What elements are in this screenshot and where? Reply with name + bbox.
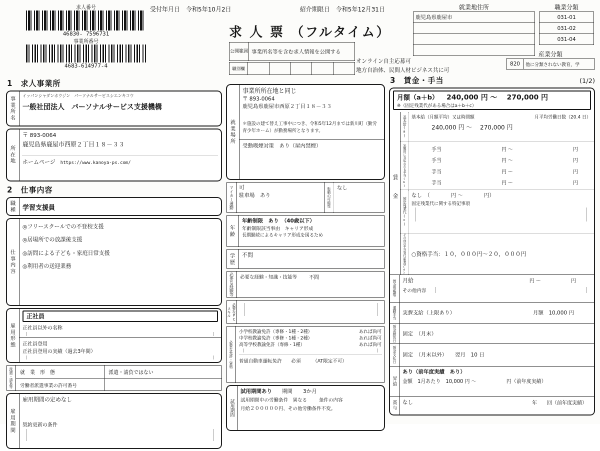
stamp-cell xyxy=(248,63,269,75)
office-postal: 〒 893-0064 xyxy=(22,132,57,139)
industry-name: 他に分類されない教育，学 xyxy=(525,62,580,68)
pc-skill-field xyxy=(244,303,378,316)
non-regular-field xyxy=(27,332,215,336)
job-description-box xyxy=(6,218,222,306)
publish-scope-label: 公開範囲 xyxy=(230,43,250,61)
office-address: 鹿児島県鹿屋市西原２丁目１８－３３ xyxy=(22,141,125,148)
workplace-vlabel: 就業場所 xyxy=(227,85,240,179)
commute-row xyxy=(390,302,594,324)
section3-heading: 3 賃金・手当 xyxy=(390,76,444,85)
age-reason: 年齢制限該当事由 キャリア形成 xyxy=(242,226,314,232)
stamp-cell xyxy=(291,63,312,75)
job-number: 46830- 7596731 xyxy=(62,30,110,37)
wage-vlabel: 賃金 xyxy=(390,112,401,274)
workplace-same: 事業所所在地と同じ xyxy=(242,87,297,95)
transfer-value: なし xyxy=(337,185,348,191)
work-address-label: 就業地住所 xyxy=(458,4,489,11)
received-value: 令和5年10月2日 xyxy=(186,6,232,13)
industry-code: 820 xyxy=(507,59,525,69)
section1-heading: 1 求人事業所 xyxy=(7,79,61,88)
bonus-vlabel: 賞与 xyxy=(390,397,400,415)
commute-value: 実費支給（上限あり） xyxy=(402,310,455,317)
other-allowance-vlabel: その他の手当等付記事項(d) xyxy=(401,234,409,275)
industry-class xyxy=(506,50,595,70)
homepage-label: ホームページ xyxy=(22,159,56,166)
work-address-empty xyxy=(413,23,535,34)
job-class-code: 031-02 xyxy=(539,23,594,34)
stamp-row xyxy=(229,62,355,75)
occupation-vlabel: 職種 xyxy=(7,198,20,215)
job-class-label: 職業分類 xyxy=(554,4,579,11)
other-allowance-value: ○資格手当：１０，０００円～２０，０００円 xyxy=(411,250,527,258)
office-number: 4683-614977-4 xyxy=(64,62,108,69)
office-name-box xyxy=(6,91,222,127)
stamp-cell xyxy=(269,63,290,75)
job-number-barcode xyxy=(26,11,146,31)
closing-day-value: 固定 （月末） xyxy=(402,330,437,337)
office-name: 一般社団法人 パーソナルサービス支援機構 xyxy=(22,103,162,111)
transfer-vlabel: 転勤の可能性 xyxy=(325,183,335,213)
allowance-row: 手当 円 ～ 円 xyxy=(431,180,578,187)
deadline-label: 紹介期限日 xyxy=(299,6,330,13)
payday-value: 固定 （月末以外） 翌月 10 日 xyxy=(402,352,485,359)
raise-row xyxy=(390,366,594,397)
wage-box xyxy=(389,88,595,416)
employment-period-box xyxy=(6,393,222,449)
dispatch-permit-label: 労働者派遣事業の許可番号 xyxy=(16,379,105,392)
payday-vlabel: 賃金支払日 xyxy=(390,344,400,366)
workplace-note: ＊施設の建て替え工事中につき、令和5年12月までは新川町（勤労青少年ホーム）が勤務場所となります。 xyxy=(242,121,377,134)
license-field xyxy=(243,349,378,353)
office-name-vlabel: 事業所名 xyxy=(7,92,20,126)
right-column xyxy=(389,75,595,418)
left-column xyxy=(6,78,222,451)
agency-note: 地方自治体、民間人材ビジネス共に可 xyxy=(356,67,450,74)
section2-heading: 2 仕事内容 xyxy=(7,185,53,195)
employment-period-vlabel: 雇用期間 xyxy=(7,394,20,448)
trial-period-vlabel: 試用期間 xyxy=(227,386,238,430)
experience-vlabel: 必要な経験等 xyxy=(227,272,238,298)
license-row: 小学校教諭免許（専修・1種・2種） あれば尚可 xyxy=(239,329,382,335)
publish-scope-box xyxy=(229,42,355,61)
wage-form-row xyxy=(390,275,594,302)
work-address-value: 鹿児島県鹿屋市 xyxy=(413,12,535,23)
office-address-box xyxy=(6,129,222,182)
closing-day-vlabel: 賃金締切日 xyxy=(390,324,400,344)
trial-length: 期間 3か月 xyxy=(282,388,317,395)
bonus-note: 年 回（前年度実績） xyxy=(532,400,587,406)
trial-has: 試用期間あり xyxy=(240,388,272,395)
bonus-value: なし xyxy=(402,399,413,406)
workplace-box xyxy=(226,84,385,180)
industry-class-label: 産業分類 xyxy=(538,51,563,58)
header-dates xyxy=(150,5,385,14)
form-title: 求 人 票 （フルタイム） xyxy=(229,25,391,40)
base-wage-vlabel: 基本給(a) xyxy=(401,112,409,141)
employment-period-value: 雇用期間の定めなし xyxy=(22,396,72,403)
page-indicator: (1/2) xyxy=(579,77,595,85)
smoking-policy: 受動喫煙対策 あり（屋内禁煙） xyxy=(242,143,322,149)
education-box xyxy=(226,249,385,269)
trial-note: 月給２０００００円、その他労働条件不変。 xyxy=(240,406,336,412)
monthly-wage-label: 月額（a＋b） xyxy=(397,94,439,102)
car-commute-box xyxy=(226,182,385,213)
age-box xyxy=(226,215,385,247)
work-address-table xyxy=(413,3,535,56)
fixed-allowance-vlabel: 定額的に支払われる手当(b) xyxy=(401,142,409,190)
raise-line2: 金額 1月あたり 10,000 円 ～ 円（前年度実績） xyxy=(402,378,547,385)
license-box xyxy=(226,326,385,383)
wage-form-range: 円 ～ 円 xyxy=(529,278,576,284)
allowance-row: 手当 円 ～ 円 xyxy=(431,146,578,153)
commute-amount: 月額 10,000 円 xyxy=(532,310,574,317)
pc-skill-box xyxy=(226,300,385,324)
raise-line1: あり（前年度実績 あり） xyxy=(402,368,466,375)
closing-day-row xyxy=(390,323,594,343)
bonus-row xyxy=(390,396,594,414)
trial-period-box xyxy=(226,385,385,431)
office-number-label: 事業所番号 xyxy=(73,39,99,45)
license-vlabel: 必要な免許・資格 xyxy=(227,327,237,383)
job-description-line: ◎フリースクールでの不登校支援 xyxy=(22,223,104,230)
wage-form-value: 月給 xyxy=(402,277,414,284)
employment-type-vlabel: 雇用形態 xyxy=(7,309,20,362)
avg-days-header: 月平均労働日数（20.4 日） xyxy=(534,115,591,120)
occupation-box xyxy=(6,197,222,216)
workplace-address: 鹿児島県鹿屋市西原２丁目１８－３３ xyxy=(242,103,332,110)
trial-cond: 試用期間中の労働条件 異なる xyxy=(240,397,308,403)
office-number-barcode xyxy=(26,45,146,63)
base-wage-header: 基本給（月額平均）又は時間額 xyxy=(411,115,475,120)
education-vlabel: 学歴 xyxy=(227,250,240,269)
experience-header: 必要な経験・知識・技能等 xyxy=(240,274,298,280)
received-label: 受付年月日 xyxy=(150,6,181,13)
raise-vlabel: 昇給 xyxy=(390,366,400,396)
license-row: 中学校教諭免許（専修・1種・2種） あれば尚可 xyxy=(239,336,382,341)
homepage-link[interactable]: https://www.kanoya-ps.com/ xyxy=(60,160,131,166)
deadline-value: 令和5年12月31日 xyxy=(335,6,385,13)
base-wage-value: 240,000 円 ～ 270,000 円 xyxy=(431,124,513,131)
workstyle-label: 就 業 形 態 xyxy=(16,366,105,379)
promotion-record-label: 正社員登用の実績（過去3年間） xyxy=(22,349,96,355)
job-number-label: 求人番号 xyxy=(76,5,96,11)
employment-type-value: 正社員 xyxy=(23,311,219,323)
work-address-empty xyxy=(413,34,535,45)
workplace-postal: 〒 893-0064 xyxy=(242,96,275,102)
monthly-wage-note: ※（固定残業代がある場合はa＋b＋c） xyxy=(397,103,477,109)
job-class-table xyxy=(539,3,594,45)
allowance-row: 手当 円 ～ 円 xyxy=(431,158,578,164)
car-commute-vlabel: マイカー通勤 xyxy=(227,183,238,213)
job-description-line: ◎訪問による子ども・家庭日常支援 xyxy=(22,249,110,257)
middle-column xyxy=(226,84,385,433)
age-note: 長期勤続によるキャリア形成を図るため xyxy=(242,233,324,238)
license-row: 高等学校教諭免許（専修・1種） あれば尚可 xyxy=(239,342,382,348)
workstyle-value: 派遣・請負ではない xyxy=(108,370,154,376)
fixed-overtime-field xyxy=(416,208,588,222)
renewal-label: 契約更新の条件 xyxy=(22,422,58,428)
stamp-cell xyxy=(334,63,355,75)
monthly-wage-value: 240,000 円 ～ 270,000 円 xyxy=(446,93,549,102)
parking-value: 駐車場 あり xyxy=(239,192,271,199)
job-class-code: 031-04 xyxy=(539,34,594,45)
experience-value: 不問 xyxy=(309,275,320,281)
license-required: 普通自動車運転免許 必須 （AT限定不可） xyxy=(239,358,347,364)
payday-row xyxy=(390,343,594,366)
allowance-row: 手当 円 ～ 円 xyxy=(431,169,578,175)
publish-scope-value: 事業所名等を含む求人情報を公開する xyxy=(251,48,341,55)
pc-skill-vlabel: 必要なPCスキル xyxy=(227,301,238,324)
promotion-label: 正社員登用 xyxy=(22,341,48,347)
dispatch-vlabel: 派遣・請負等 xyxy=(7,366,17,391)
office-name-ruby: イッパンシャダンホウジン パーソナルサービスシエンキコウ xyxy=(22,93,134,98)
monthly-wage-box xyxy=(393,91,591,111)
promotion-record-field xyxy=(27,356,215,360)
renewal-field xyxy=(27,429,215,441)
fixed-overtime-value: なし （ 円 ～ 円） xyxy=(411,192,495,199)
stamp-cell xyxy=(312,63,333,75)
fixed-overtime-vlabel: 固定残業代(c) xyxy=(401,190,409,233)
commute-vlabel: 通勤手当 xyxy=(390,302,400,323)
car-commute-value: 可 xyxy=(239,184,245,191)
non-regular-label: 正社員以外の名称 xyxy=(22,325,63,331)
trial-cond-label: 条件の内容 xyxy=(319,397,343,403)
wage-form-other-label: その他内容 xyxy=(402,287,427,294)
office-address-vlabel: 所在地 xyxy=(7,130,20,181)
dispatch-permit-value xyxy=(105,379,222,392)
job-description-line: ◎居場所での放課後支援 xyxy=(22,236,83,244)
job-class-code: 031-01 xyxy=(539,12,594,23)
stamp-label: 職別欄 xyxy=(230,63,249,75)
dispatch-box xyxy=(6,365,222,391)
education-value: 不問 xyxy=(242,252,253,259)
fixed-overtime-note: 固定残業代に関する特記事項 xyxy=(411,201,471,207)
age-vlabel: 年齢 xyxy=(227,216,240,247)
employment-type-box xyxy=(6,308,222,363)
wage-form-vlabel: 賃金形態等 xyxy=(390,275,400,302)
job-description-vlabel: 仕事内容 xyxy=(7,219,20,305)
occupation-value: 学習支援員 xyxy=(22,203,56,212)
barcode-block xyxy=(26,3,146,69)
experience-box xyxy=(226,271,385,298)
wage-form-other-field xyxy=(435,287,587,293)
job-description-line: ◎利用者の送迎業務 xyxy=(22,263,72,270)
online-apply-note: オンライン自主応募可 xyxy=(356,58,411,65)
age-limit: 年齢制限 あり （40歳以下） xyxy=(242,218,315,224)
